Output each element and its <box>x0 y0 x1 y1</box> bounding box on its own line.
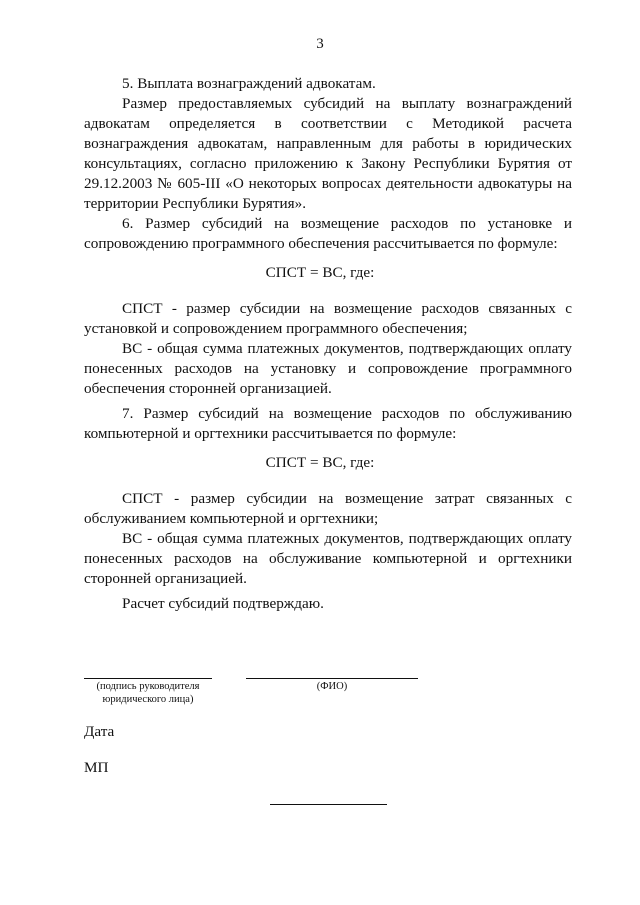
section-6-formula: СПСТ = ВС, где: <box>265 264 375 281</box>
closing-divider <box>270 804 387 805</box>
signature-line <box>84 678 212 679</box>
section-6-definitions <box>84 299 572 399</box>
page-number: 3 <box>316 36 324 52</box>
section-7-intro: 7. Размер субсидий на возмещение расходов по обслуживанию компьютерной и оргтехники рассчитывается по формуле: <box>84 405 572 442</box>
signature-caption: (подпись руководителя юридического лица) <box>96 681 200 705</box>
section-7-def-vs: ВС - общая сумма платежных документов, подтверждающих оплату понесенных расходов на обслуживание компьютерной и оргтехники сторонней организацией. <box>84 530 572 587</box>
section-7-formula: СПСТ = ВС, где: <box>265 454 375 471</box>
stamp-label: МП <box>84 759 109 776</box>
section-6-def-vs: ВС - общая сумма платежных документов, подтверждающих оплату понесенных расходов на установку и сопровождение программного обеспечения сторонней организацией. <box>84 340 572 397</box>
date-label: Дата <box>84 723 115 740</box>
section-5-body: Размер предоставляемых субсидий на выплату вознаграждений адвокатам определяется в соответствии с Методикой расчета вознаграждения адвокатам, направленным для работы в юридических консультациях, согласно приложению к Закону Республики Бурятия от 29.12.2003 № 605-III «О некоторых вопросах деятельности адвокатуры на территории Республики Бурятия». <box>84 95 572 212</box>
section-5 <box>84 74 572 214</box>
section-7-definitions <box>84 489 572 589</box>
section-6-intro: 6. Размер субсидий на возмещение расходов по установке и сопровождению программного обеспечения рассчитывается по формуле: <box>84 215 572 252</box>
section-7-def-spst: СПСТ - размер субсидии на возмещение затрат связанных с обслуживанием компьютерной и оргтехники; <box>84 490 572 527</box>
section-6-def-spst: СПСТ - размер субсидии на возмещение расходов связанных с установкой и сопровождением программного обеспечения; <box>84 300 572 337</box>
full-name-caption: (ФИО) <box>316 681 348 692</box>
full-name-line <box>246 678 418 679</box>
confirmation-statement: Расчет субсидий подтверждаю. <box>122 595 324 612</box>
section-5-title: 5. Выплата вознаграждений адвокатам. <box>122 75 376 92</box>
